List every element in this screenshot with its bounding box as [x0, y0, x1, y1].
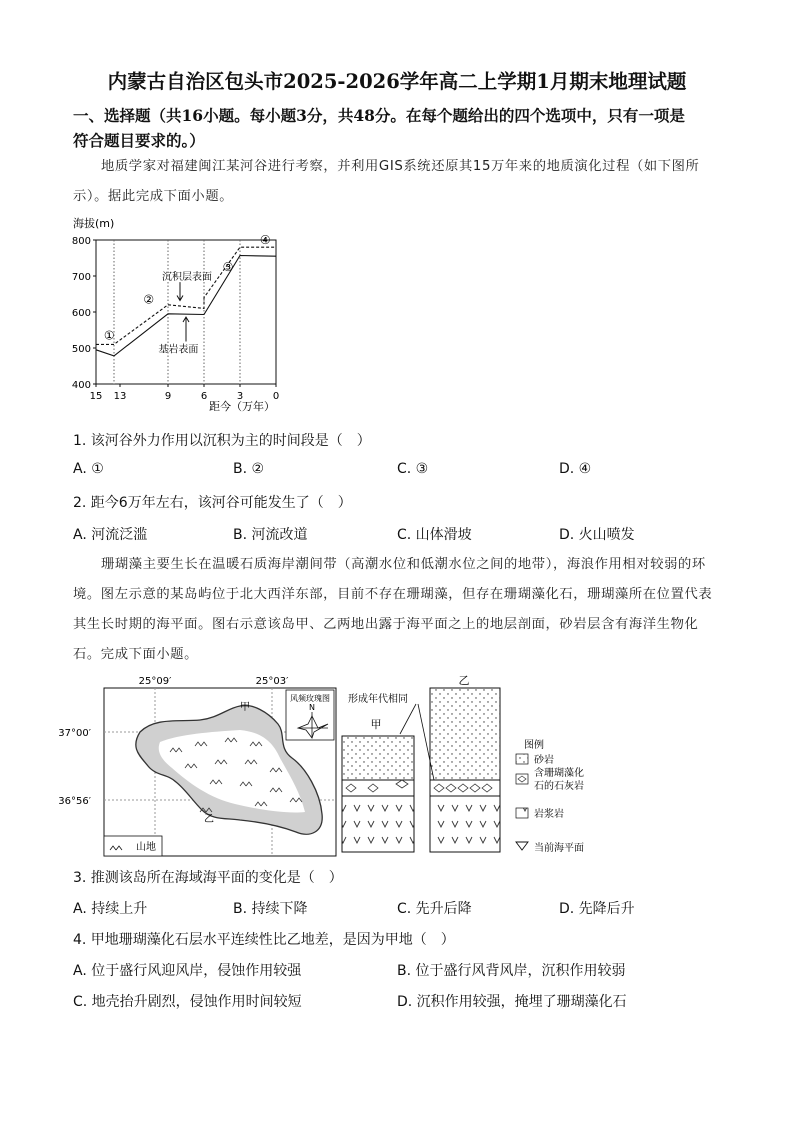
- section-jia-label: 甲: [370, 718, 382, 731]
- sealevel-legend-icon: [516, 842, 528, 850]
- x-tick-label: 15: [89, 391, 103, 402]
- passage2-line2: 境。图左示意的某岛屿位于北大西洋东部，目前不存在珊瑚藻，但存在珊瑚藻化石，珊瑚藻所在位置代表: [73, 587, 713, 602]
- q2-option-a[interactable]: A. 河流泛滥: [73, 527, 148, 543]
- q1-stem: 1. 该河谷外力作用以沉积为主的时间段是（ ）: [73, 433, 371, 449]
- q1-option-d[interactable]: D. ④: [559, 461, 592, 477]
- q2-option-c[interactable]: C. 山体滑坡: [397, 527, 472, 543]
- section-jia-column: [342, 736, 414, 852]
- y-tick-label: 800: [71, 236, 91, 247]
- x-tick-label: 6: [200, 391, 208, 402]
- lon1-label: 25°09′: [138, 676, 172, 687]
- annotation-bedrock-surface: 基岩表面: [158, 344, 199, 356]
- north-label: N: [309, 703, 315, 712]
- chart-ylabel: 海拔(m): [73, 217, 115, 230]
- q2-option-d[interactable]: D. 火山喷发: [559, 527, 635, 543]
- exam-title: 内蒙古自治区包头市2025-2026学年高二上学期1月期末地理试题: [107, 70, 687, 93]
- q4-option-d[interactable]: D. 沉积作用较强，掩埋了珊瑚藻化石: [397, 994, 627, 1010]
- map-place-yi: 乙: [204, 814, 214, 825]
- y-tick-label: 400: [71, 380, 91, 391]
- stage-label: ③: [222, 260, 234, 274]
- q1-option-a[interactable]: A. ①: [73, 461, 104, 477]
- same-era-label: 形成年代相同: [348, 694, 408, 705]
- lat1-label: 37°00′: [58, 728, 91, 739]
- q1-option-b[interactable]: B. ②: [233, 461, 265, 477]
- y-tick-label: 500: [71, 344, 91, 355]
- passage1-line1: 地质学家对福建闽江某河谷进行考察，并利用GIS系统还原其15万年来的地质演化过程（如下图所: [101, 159, 700, 174]
- x-tick-label: 0: [272, 391, 280, 402]
- y-tick-label: 700: [71, 272, 91, 283]
- q4-stem: 4. 甲地珊瑚藻化石层水平连续性比乙地差，是因为甲地（ ）: [73, 932, 455, 948]
- section-yi-column: [430, 688, 500, 852]
- q3-option-a[interactable]: A. 持续上升: [73, 901, 148, 917]
- legend-sealevel: 当前海平面: [534, 843, 584, 854]
- passage2-line1: 珊瑚藻主要生长在温暖石质海岸潮间带（高潮水位和低潮水位之间的地带），海浪作用相对较弱的环: [101, 557, 706, 572]
- legend-magma: 岩浆岩: [534, 809, 564, 820]
- passage1-line2: 示）。据此完成下面小题。: [73, 189, 234, 204]
- island-map: [58, 672, 340, 860]
- wind-rose-title: 风频玫瑰图: [290, 694, 330, 703]
- stage-label: ②: [143, 292, 155, 307]
- section-yi-label: 乙: [458, 674, 470, 687]
- q1-option-c[interactable]: C. ③: [397, 461, 429, 477]
- q3-option-d[interactable]: D. 先降后升: [559, 901, 635, 917]
- q3-stem: 3. 推测该岛所在海域海平面的变化是（ ）: [73, 870, 343, 886]
- q4-option-a[interactable]: A. 位于盛行风迎风岸，侵蚀作用较强: [73, 963, 302, 979]
- stage-label: ①: [103, 328, 115, 343]
- sandstone-legend-swatch: [516, 754, 528, 764]
- q2-option-b[interactable]: B. 河流改道: [233, 527, 308, 543]
- legend-title: 图例: [524, 740, 544, 751]
- map-legend-mountain: 山地: [136, 842, 156, 853]
- x-tick-label: 3: [236, 391, 244, 402]
- x-tick-label: 9: [164, 391, 172, 402]
- section-heading-line1: 一、选择题（共16小题。每小题3分，共48分。在每个题给出的四个选项中，只有一项是: [73, 106, 685, 125]
- q3-option-b[interactable]: B. 持续下降: [233, 901, 308, 917]
- q4-option-c[interactable]: C. 地壳抬升剧烈，侵蚀作用时间较短: [73, 994, 302, 1010]
- legend-sandstone: 砂岩: [534, 755, 554, 766]
- lon2-label: 25°03′: [255, 676, 289, 687]
- lat2-label: 36°56′: [58, 796, 91, 807]
- passage2-line3: 其生长时期的海平面。图右示意该岛甲、乙两地出露于海平面之上的地层剖面，砂岩层含有海洋生物化: [73, 617, 699, 632]
- q3-option-c[interactable]: C. 先升后降: [397, 901, 472, 917]
- x-tick-label: 13: [113, 391, 127, 402]
- section-figure: [338, 672, 608, 860]
- stage-label: ④: [259, 233, 271, 247]
- chart-frame: [96, 240, 276, 384]
- legend-limestone-line1: 含珊瑚藻化: [534, 768, 584, 779]
- passage2-line4: 石。完成下面小题。: [73, 647, 199, 662]
- chart-xlabel: 距今（万年）: [209, 400, 275, 413]
- legend-limestone-line2: 石的石灰岩: [534, 781, 584, 792]
- elevation-chart: [60, 212, 300, 422]
- q4-option-b[interactable]: B. 位于盛行风背风岸，沉积作用较弱: [397, 963, 626, 979]
- y-tick-label: 600: [71, 308, 91, 319]
- map-place-jia: 甲: [240, 702, 250, 713]
- q2-stem: 2. 距今6万年左右，该河谷可能发生了（ ）: [73, 495, 352, 511]
- annotation-sediment-surface: 沉积层表面: [162, 272, 212, 283]
- magma-legend-swatch: [516, 808, 528, 818]
- section-heading-line2: 符合题目要求的。）: [73, 131, 205, 150]
